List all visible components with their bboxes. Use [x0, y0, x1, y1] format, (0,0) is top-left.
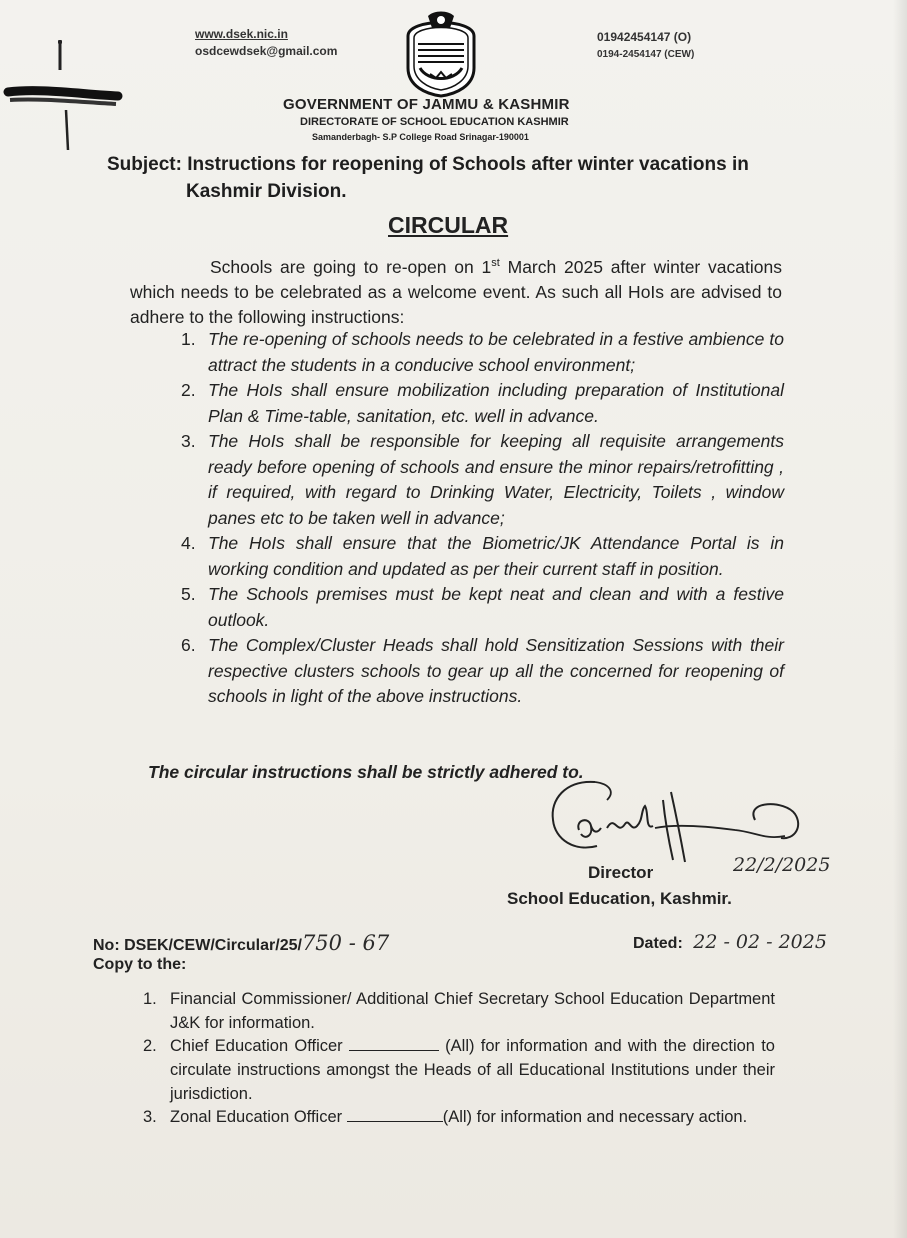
website-link[interactable]: www.dsek.nic.in	[195, 27, 288, 41]
instruction-number: 5.	[181, 584, 196, 604]
circular-title: CIRCULAR	[388, 212, 509, 238]
instruction-number: 6.	[181, 635, 196, 655]
dated-label: Dated:	[633, 935, 683, 952]
copy-number: 1.	[143, 990, 157, 1008]
copy-text: Zonal Education Officer	[170, 1108, 347, 1126]
copy-text-continued: (All) for information and necessary action.	[442, 1108, 748, 1126]
copy-recipient-item	[143, 987, 775, 1035]
signatory-designation: Director	[588, 863, 654, 882]
dated-line	[633, 931, 827, 953]
instruction-text: The HoIs shall ensure mobilization including preparation of Institutional Plan & Time-table, sanitation, etc. well in advance.	[208, 380, 784, 426]
phone-cew: 0194-2454147 (CEW)	[597, 49, 695, 60]
copy-number: 3.	[143, 1108, 157, 1126]
instruction-item	[176, 429, 784, 531]
instruction-number: 1.	[181, 329, 196, 349]
copy-to-heading: Copy to the:	[93, 956, 187, 973]
subject-line: Subject: Instructions for reopening of Schools after winter vacations in	[107, 154, 749, 175]
government-heading: GOVERNMENT OF JAMMU & KASHMIR	[283, 96, 570, 113]
circular-number	[93, 931, 389, 955]
instruction-text: The Complex/Cluster Heads shall hold Sensitization Sessions with their respective clusters schools to gear up all the concerned for reopening of schools in light of the above instructions.	[208, 635, 784, 706]
instruction-item	[176, 531, 784, 582]
instruction-item	[176, 378, 784, 429]
page-edge-shadow	[893, 0, 907, 1238]
instruction-item	[176, 633, 784, 710]
copy-text-continued: (All) for information and with the direction to circulate instructions amongst the Heads of all Educational Institutions under their jurisdiction.	[170, 1037, 775, 1103]
phone-office: 01942454147 (O)	[597, 30, 692, 44]
state-emblem-icon	[400, 8, 482, 98]
instruction-item	[176, 582, 784, 633]
office-address: Samanderbagh- S.P College Road Srinagar-190001	[312, 132, 529, 142]
fill-in-blank	[347, 1107, 443, 1122]
circular-number-handwritten: 750 - 67	[301, 931, 390, 955]
intro-paragraph	[130, 251, 782, 330]
copy-recipient-item	[143, 1034, 775, 1106]
dated-handwritten: 22 - 02 - 2025	[693, 931, 827, 953]
instruction-text: The HoIs shall be responsible for keeping all requisite arrangements ready before opening of schools and ensure the minor repairs/retrofitting , if required, with regard to Drinking Water, Electricity, Toilets , window panes etc to be taken well in advance;	[208, 431, 784, 528]
signatory-office: School Education, Kashmir.	[507, 889, 732, 908]
instruction-number: 4.	[181, 533, 196, 553]
instruction-text: The HoIs shall ensure that the Biometric/JK Attendance Portal is in working condition and updated as per their current staff in position.	[208, 533, 784, 579]
copy-recipient-item	[143, 1105, 775, 1129]
intro-text-end: March 2025 after winter vacations which needs to be celebrated as a welcome event. As such all HoIs are advised to adhere to the following instructions:	[130, 256, 782, 327]
instruction-number: 3.	[181, 431, 196, 451]
email-address[interactable]: osdcewdsek@gmail.com	[195, 44, 338, 58]
copy-recipients-list	[143, 987, 775, 1128]
circular-number-label: No: DSEK/CEW/Circular/25/	[93, 937, 302, 954]
instruction-number: 2.	[181, 380, 196, 400]
copy-text: Chief Education Officer	[170, 1037, 349, 1055]
margin-pen-marks	[0, 30, 130, 160]
instruction-text: The Schools premises must be kept neat and clean and with a festive outlook.	[208, 584, 784, 630]
intro-text-start: Schools are going to re-open on 1	[210, 256, 492, 277]
intro-superscript: st	[491, 257, 500, 269]
directorate-heading: DIRECTORATE OF SCHOOL EDUCATION KASHMIR	[300, 116, 569, 128]
subject-line-continued: Kashmir Division.	[186, 181, 347, 202]
copy-text: Financial Commissioner/ Additional Chief Secretary School Education Department J&K for information.	[170, 990, 775, 1032]
signature-date: 22/2/2025	[733, 854, 831, 876]
instruction-text: The re-opening of schools needs to be celebrated in a festive ambience to attract the students in a conducive school environment;	[208, 329, 784, 375]
copy-number: 2.	[143, 1037, 157, 1055]
fill-in-blank	[349, 1036, 439, 1051]
instruction-item	[176, 327, 784, 378]
instructions-list	[176, 327, 784, 710]
closing-statement: The circular instructions shall be strictly adhered to.	[148, 762, 584, 782]
